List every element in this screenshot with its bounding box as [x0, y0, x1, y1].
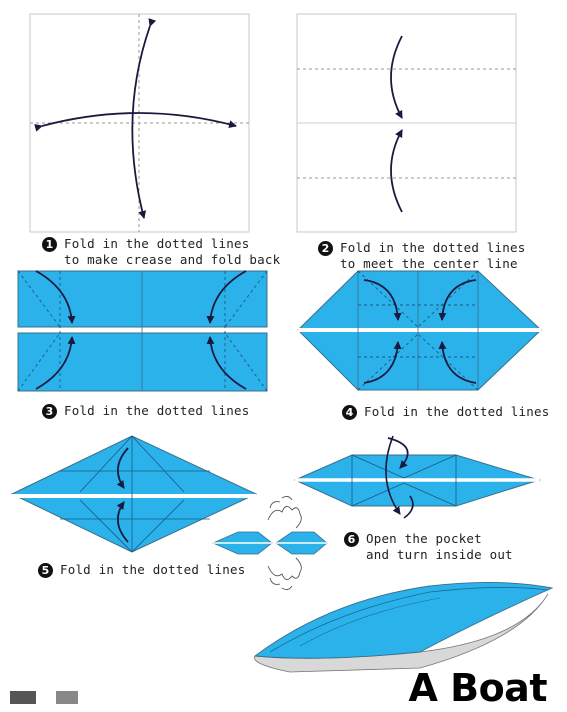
- step5-label: [38, 562, 245, 578]
- step3-paper: [18, 271, 267, 391]
- step1-square: [30, 14, 249, 232]
- step6-number-badge: 6: [344, 532, 359, 547]
- step5-text-line1: Fold in the dotted lines: [60, 562, 246, 577]
- step3-number-badge: 3: [42, 404, 57, 419]
- step2-number-badge: 2: [318, 241, 333, 256]
- step2-text-line2: to meet the center line: [340, 256, 518, 271]
- step2-text-line1: Fold in the dotted lines: [340, 240, 526, 255]
- final-boat: [254, 582, 552, 672]
- step1-number-badge: 1: [42, 237, 57, 252]
- step5-paper: [12, 436, 256, 552]
- step1-text-line1: Fold in the dotted lines: [64, 236, 250, 251]
- step4-label: [342, 404, 549, 420]
- step6-text-line1: Open the pocket: [366, 531, 482, 546]
- step5-number-badge: 5: [38, 563, 53, 578]
- step4-number-badge: 4: [342, 405, 357, 420]
- step1-text-line2: to make crease and fold back: [64, 252, 281, 267]
- step3-text-line1: Fold in the dotted lines: [64, 403, 250, 418]
- step6-paper: [295, 436, 539, 518]
- step1-label: [42, 236, 280, 268]
- step2-label: [318, 240, 525, 272]
- step4-paper: [298, 271, 541, 390]
- step4-text-line1: Fold in the dotted lines: [364, 404, 550, 419]
- watermark-block: [56, 691, 78, 704]
- diagram-title: A Boat: [408, 666, 547, 710]
- step6-label: [344, 531, 513, 563]
- watermark-block: [10, 691, 36, 704]
- step2-square: [297, 14, 516, 232]
- step6-text-line2: and turn inside out: [366, 547, 513, 562]
- step3-label: [42, 403, 249, 419]
